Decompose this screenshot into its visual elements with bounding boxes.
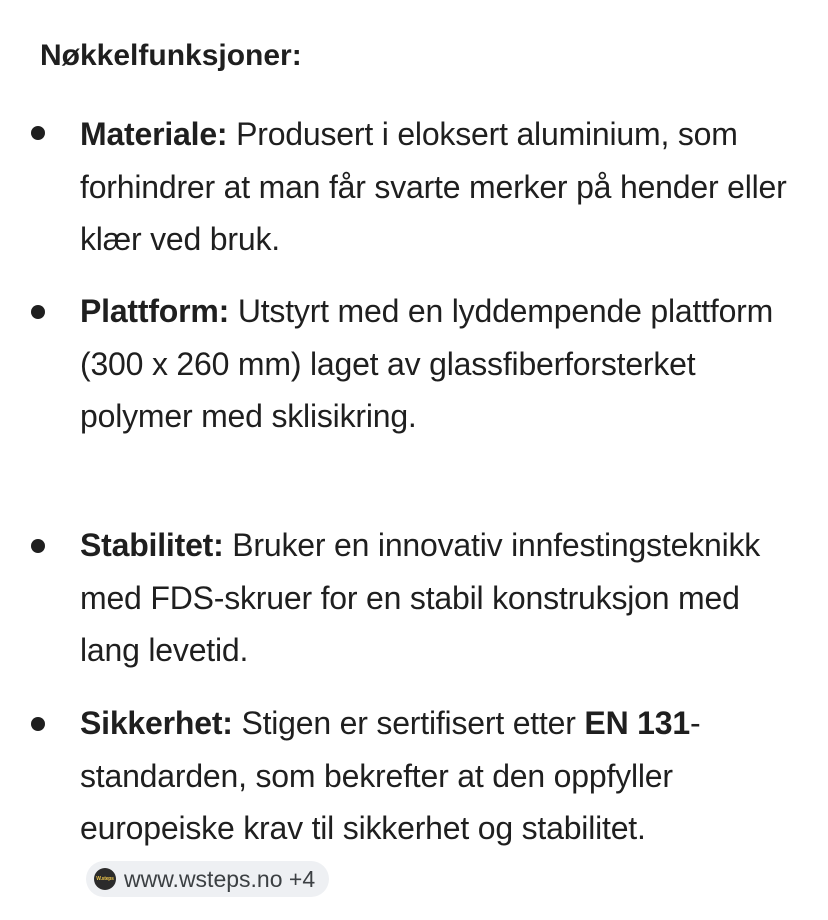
feature-label: Materiale: <box>80 116 228 152</box>
bullet-icon <box>31 126 45 140</box>
feature-text <box>80 108 800 266</box>
logo-text: W.steps <box>96 875 114 882</box>
feature-label: Plattform: <box>80 293 230 329</box>
feature-text <box>80 519 800 677</box>
bullet-icon <box>31 539 45 553</box>
wsteps-logo-icon <box>94 868 116 890</box>
feature-description: Stigen er sertifisert etter <box>232 705 585 741</box>
feature-description: Produsert i eloksert aluminium, som forhindrer at man får svarte merker på hender eller klær ved bruk. <box>80 116 787 257</box>
feature-label: Sikkerhet: <box>80 705 233 741</box>
bullet-icon <box>31 717 45 731</box>
feature-description-cont: -standarden, som bekrefter at den oppfyller europeiske krav til sikkerhet og stabilitet. <box>80 705 701 846</box>
source-link-chip[interactable] <box>86 861 329 897</box>
section-heading: Nøkkelfunksjoner: <box>40 39 302 72</box>
bullet-icon <box>31 305 45 319</box>
feature-description: Bruker en innovativ innfestingsteknikk med FDS-skruer for en stabil konstruksjon med lang levetid. <box>80 527 761 668</box>
feature-label: Stabilitet: <box>80 527 224 563</box>
standard-name: EN 131 <box>584 705 690 741</box>
source-link-label: www.wsteps.no +4 <box>124 866 316 893</box>
feature-description: Utstyrt med en lyddempende plattform (300 x 260 mm) laget av glassfiberforsterket polymer med sklisikring. <box>80 293 774 434</box>
feature-text <box>80 285 800 443</box>
feature-text <box>80 697 800 907</box>
